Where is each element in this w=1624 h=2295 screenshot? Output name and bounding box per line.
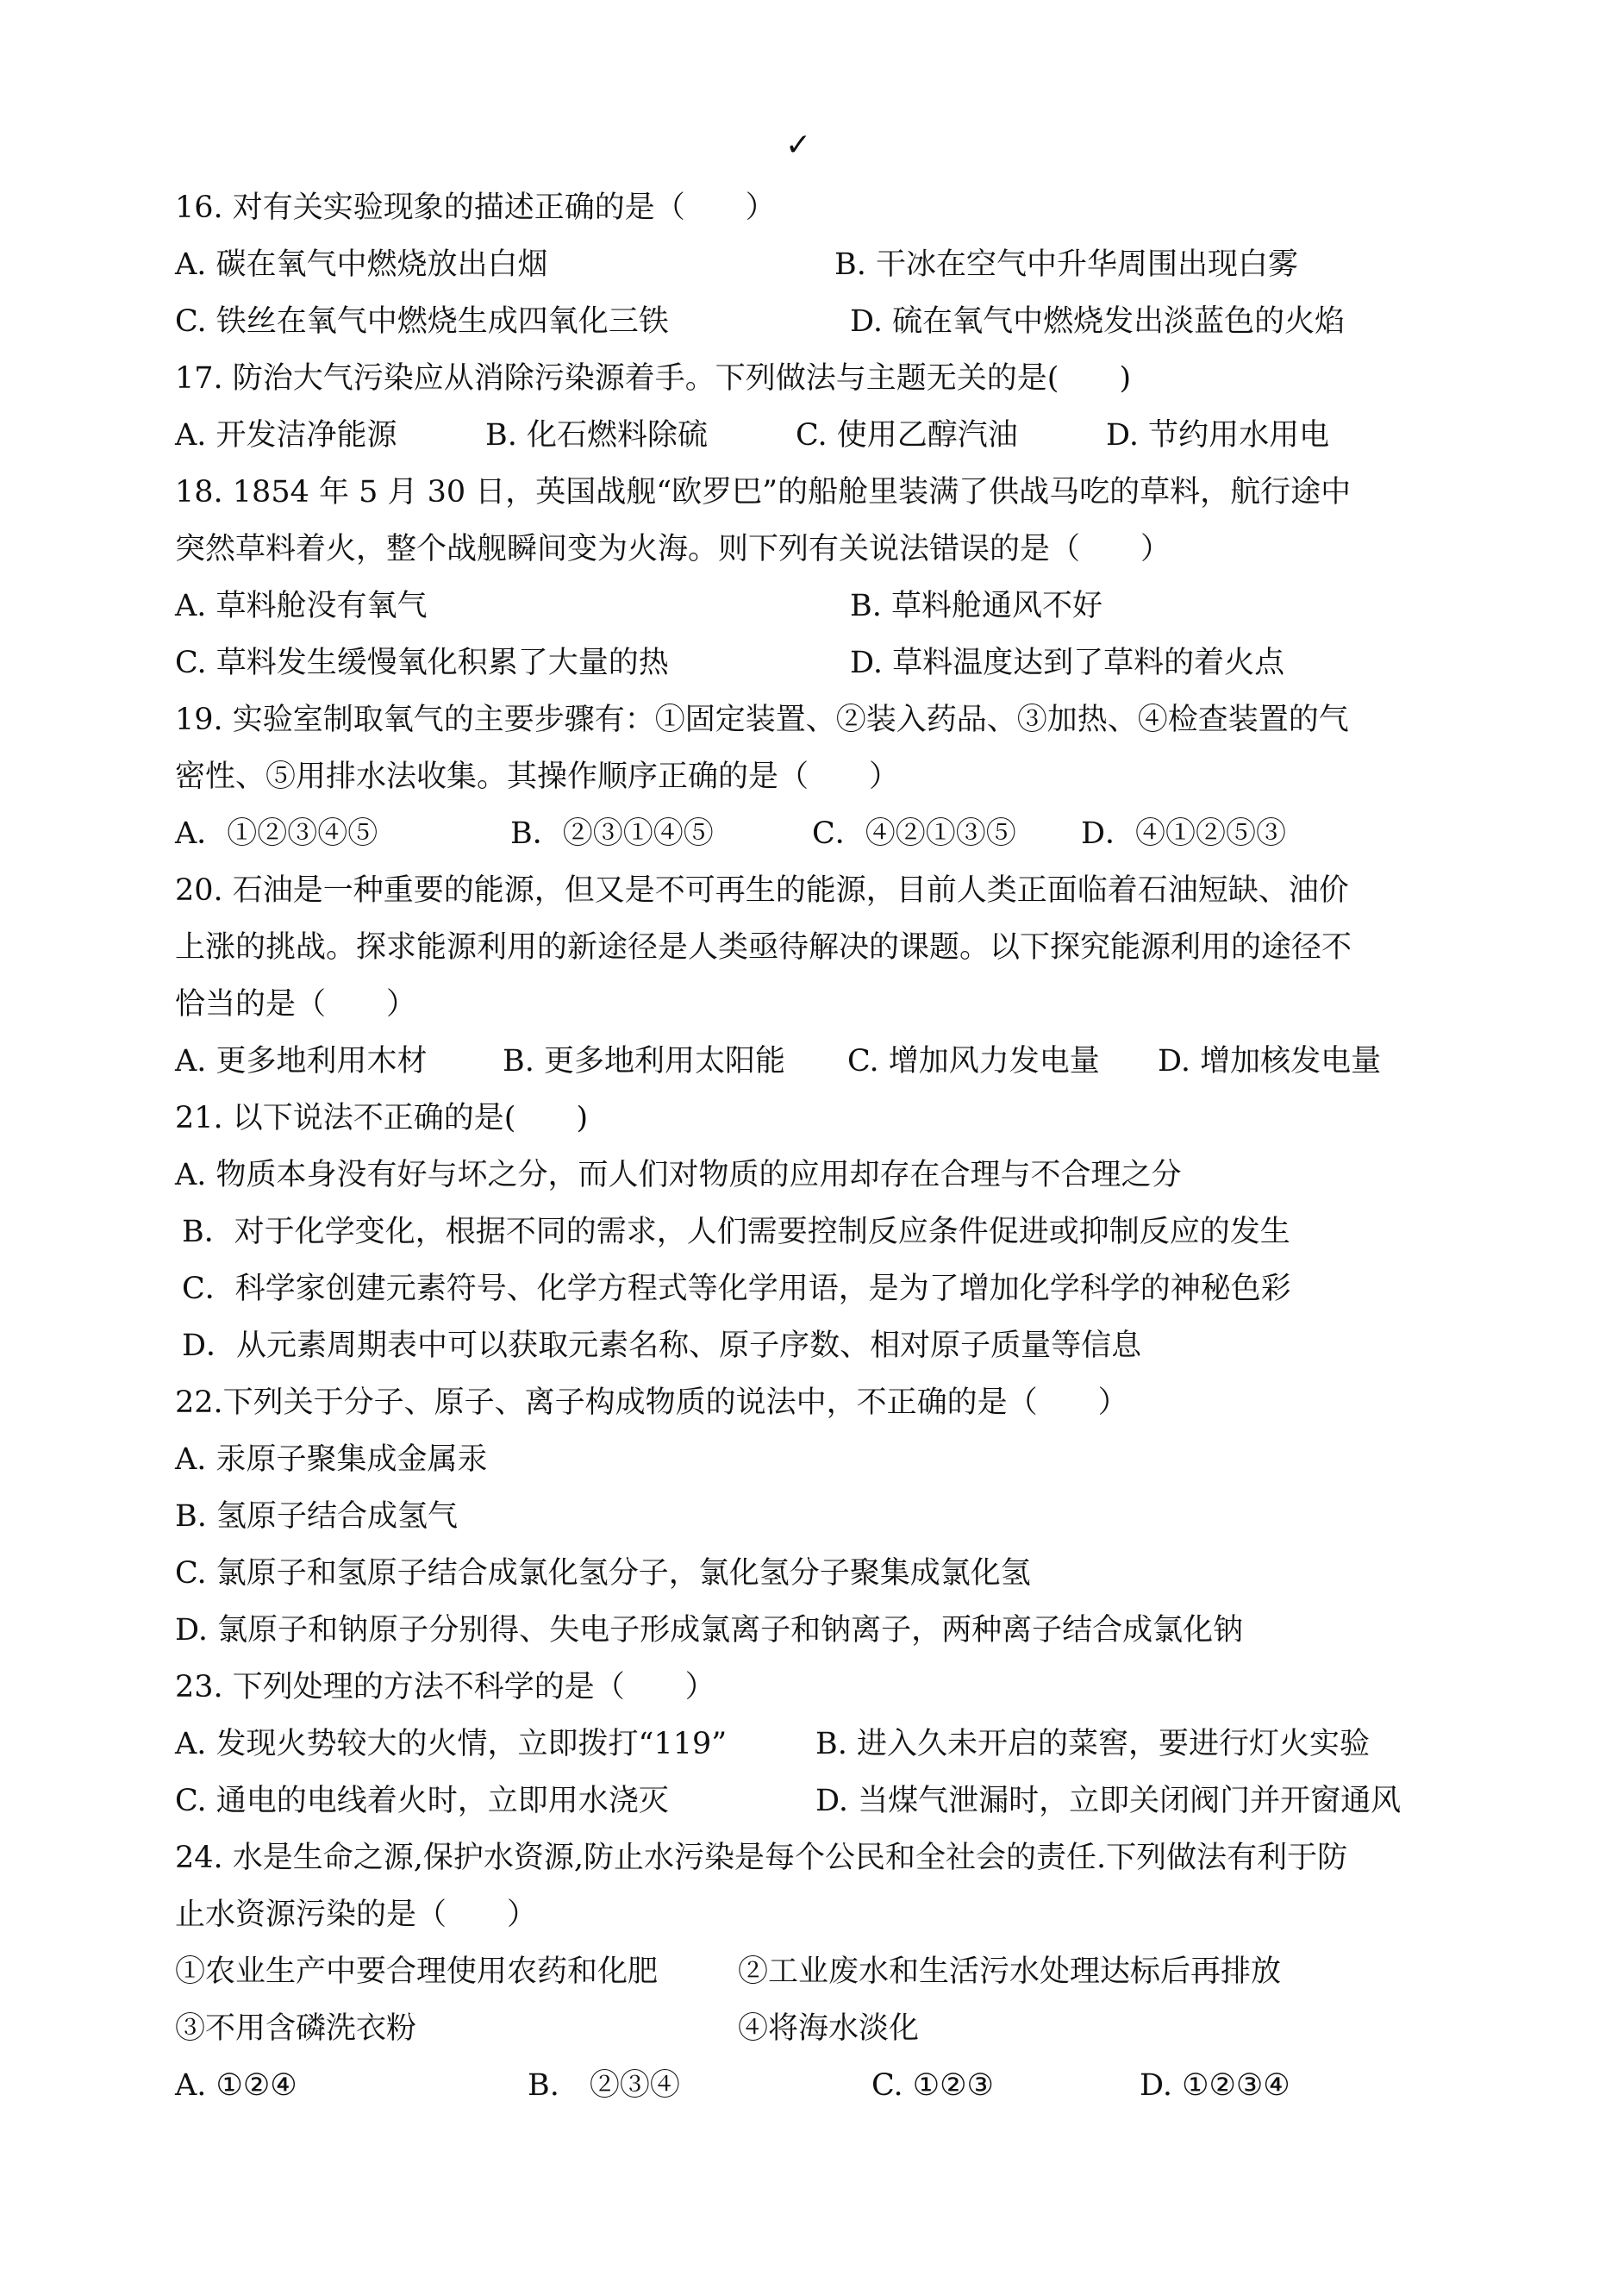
q24-item-4: ④将海水淡化: [738, 2011, 920, 2046]
q24-stem-line-1: 24. 水是生命之源,保护水资源,防止水污染是每个公民和全社会的责任.下列做法有利于防: [175, 1841, 1348, 1875]
q17-stem: 17. 防治大气污染应从消除污染源着手。下列做法与主题无关的是( ): [175, 361, 1132, 396]
q18-option-c: C. 草料发生缓慢氧化积累了大量的热: [175, 646, 669, 680]
q24-option-b: B. ②③④: [528, 2068, 680, 2103]
q24-item-2: ②工业废水和生活污水处理达标后再排放: [738, 1954, 1282, 1989]
q18-stem-line-2: 突然草料着火，整个战舰瞬间变为火海。则下列有关说法错误的是（ ）: [175, 532, 1171, 566]
q20-option-a: A. 更多地利用木材: [175, 1044, 428, 1079]
q17-option-a: A. 开发洁净能源: [175, 418, 397, 453]
q21-option-b: B．对于化学变化，根据不同的需求，人们需要控制反应条件促进或抑制反应的发生: [182, 1215, 1290, 1249]
q16-option-a: A. 碳在氧气中燃烧放出白烟: [175, 247, 548, 282]
q21-stem: 21. 以下说法不正确的是( ): [175, 1101, 589, 1135]
q19-option-b: B．②③①④⑤: [510, 816, 714, 851]
q19-option-d: D．④①②⑤③: [1081, 816, 1287, 851]
q18-option-b: B. 草料舱通风不好: [850, 589, 1102, 623]
q17-option-d: D. 节约用水用电: [1106, 418, 1330, 453]
q20-stem-line-3: 恰当的是（ ）: [175, 987, 417, 1022]
q22-option-c: C. 氯原子和氢原子结合成氯化氢分子，氯化氢分子聚集成氯化氢: [175, 1556, 1031, 1591]
q18-option-a: A. 草料舱没有氧气: [175, 589, 428, 623]
q18-option-d: D. 草料温度达到了草料的着火点: [850, 646, 1285, 680]
q24-option-a: A. ①②④: [175, 2068, 297, 2103]
q16-option-c: C. 铁丝在氧气中燃烧生成四氧化三铁: [175, 304, 669, 339]
q21-option-a: A. 物质本身没有好与坏之分，而人们对物质的应用却存在合理与不合理之分: [175, 1158, 1182, 1192]
q16-option-b: B. 干冰在空气中升华周围出现白雾: [834, 247, 1298, 282]
q20-stem-line-1: 20. 石油是一种重要的能源，但又是不可再生的能源，目前人类正面临着石油短缺、油价: [175, 873, 1349, 908]
q21-option-c: C．科学家创建元素符号、化学方程式等化学用语，是为了增加化学科学的神秘色彩: [182, 1272, 1291, 1306]
q23-option-b: B. 进入久未开启的菜窖，要进行灯火实验: [815, 1727, 1370, 1761]
q21-option-d: D．从元素周期表中可以获取元素名称、原子序数、相对原子质量等信息: [182, 1329, 1142, 1363]
q18-stem-line-1: 18. 1854 年 5 月 30 日，英国战舰“欧罗巴”的船舱里装满了供战马吃的草料，航行途中: [175, 475, 1352, 510]
q24-item-3: ③不用含磷洗衣粉: [175, 2011, 417, 2046]
q23-option-c: C. 通电的电线着火时，立即用水浇灭: [175, 1784, 669, 1818]
q19-stem-line-1: 19. 实验室制取氧气的主要步骤有：①固定装置、②装入药品、③加热、④检查装置的气: [175, 703, 1349, 737]
q19-stem-line-2: 密性、⑤用排水法收集。其操作顺序正确的是（ ）: [175, 760, 900, 794]
q22-stem: 22.下列关于分子、原子、离子构成物质的说法中，不正确的是（ ）: [175, 1385, 1128, 1420]
q22-option-b: B. 氢原子结合成氢气: [175, 1499, 458, 1534]
q24-option-d: D. ①②③④: [1140, 2068, 1290, 2103]
q20-option-b: B. 更多地利用太阳能: [503, 1044, 785, 1079]
q24-option-c: C. ①②③: [871, 2068, 994, 2103]
q16-stem: 16. 对有关实验现象的描述正确的是（ ）: [175, 191, 776, 225]
q17-option-c: C. 使用乙醇汽油: [796, 418, 1018, 453]
q23-option-a: A. 发现火势较大的火情，立即拨打“119”: [175, 1727, 728, 1761]
q22-option-d: D. 氯原子和钠原子分别得、失电子形成氯离子和钠离子，两种离子结合成氯化钠: [175, 1613, 1244, 1648]
q19-option-a: A．①②③④⑤: [175, 816, 378, 851]
q20-stem-line-2: 上涨的挑战。探求能源利用的新途径是人类亟待解决的课题。以下探究能源利用的途径不: [175, 930, 1352, 965]
q23-option-d: D. 当煤气泄漏时，立即关闭阀门并开窗通风: [815, 1784, 1402, 1818]
q19-option-c: C．④②①③⑤: [812, 816, 1016, 851]
q20-option-d: D. 增加核发电量: [1158, 1044, 1382, 1079]
q22-option-a: A. 汞原子聚集成金属汞: [175, 1442, 488, 1477]
q23-stem: 23. 下列处理的方法不科学的是（ ）: [175, 1670, 715, 1704]
q24-item-1: ①农业生产中要合理使用农药和化肥: [175, 1954, 659, 1989]
q24-stem-line-2: 止水资源污染的是（ ）: [175, 1898, 538, 1932]
check-mark: ✓: [785, 128, 812, 163]
q20-option-c: C. 增加风力发电量: [847, 1044, 1100, 1079]
q17-option-b: B. 化石燃料除硫: [485, 418, 708, 453]
q16-option-d: D. 硫在氧气中燃烧发出淡蓝色的火焰: [850, 304, 1346, 339]
